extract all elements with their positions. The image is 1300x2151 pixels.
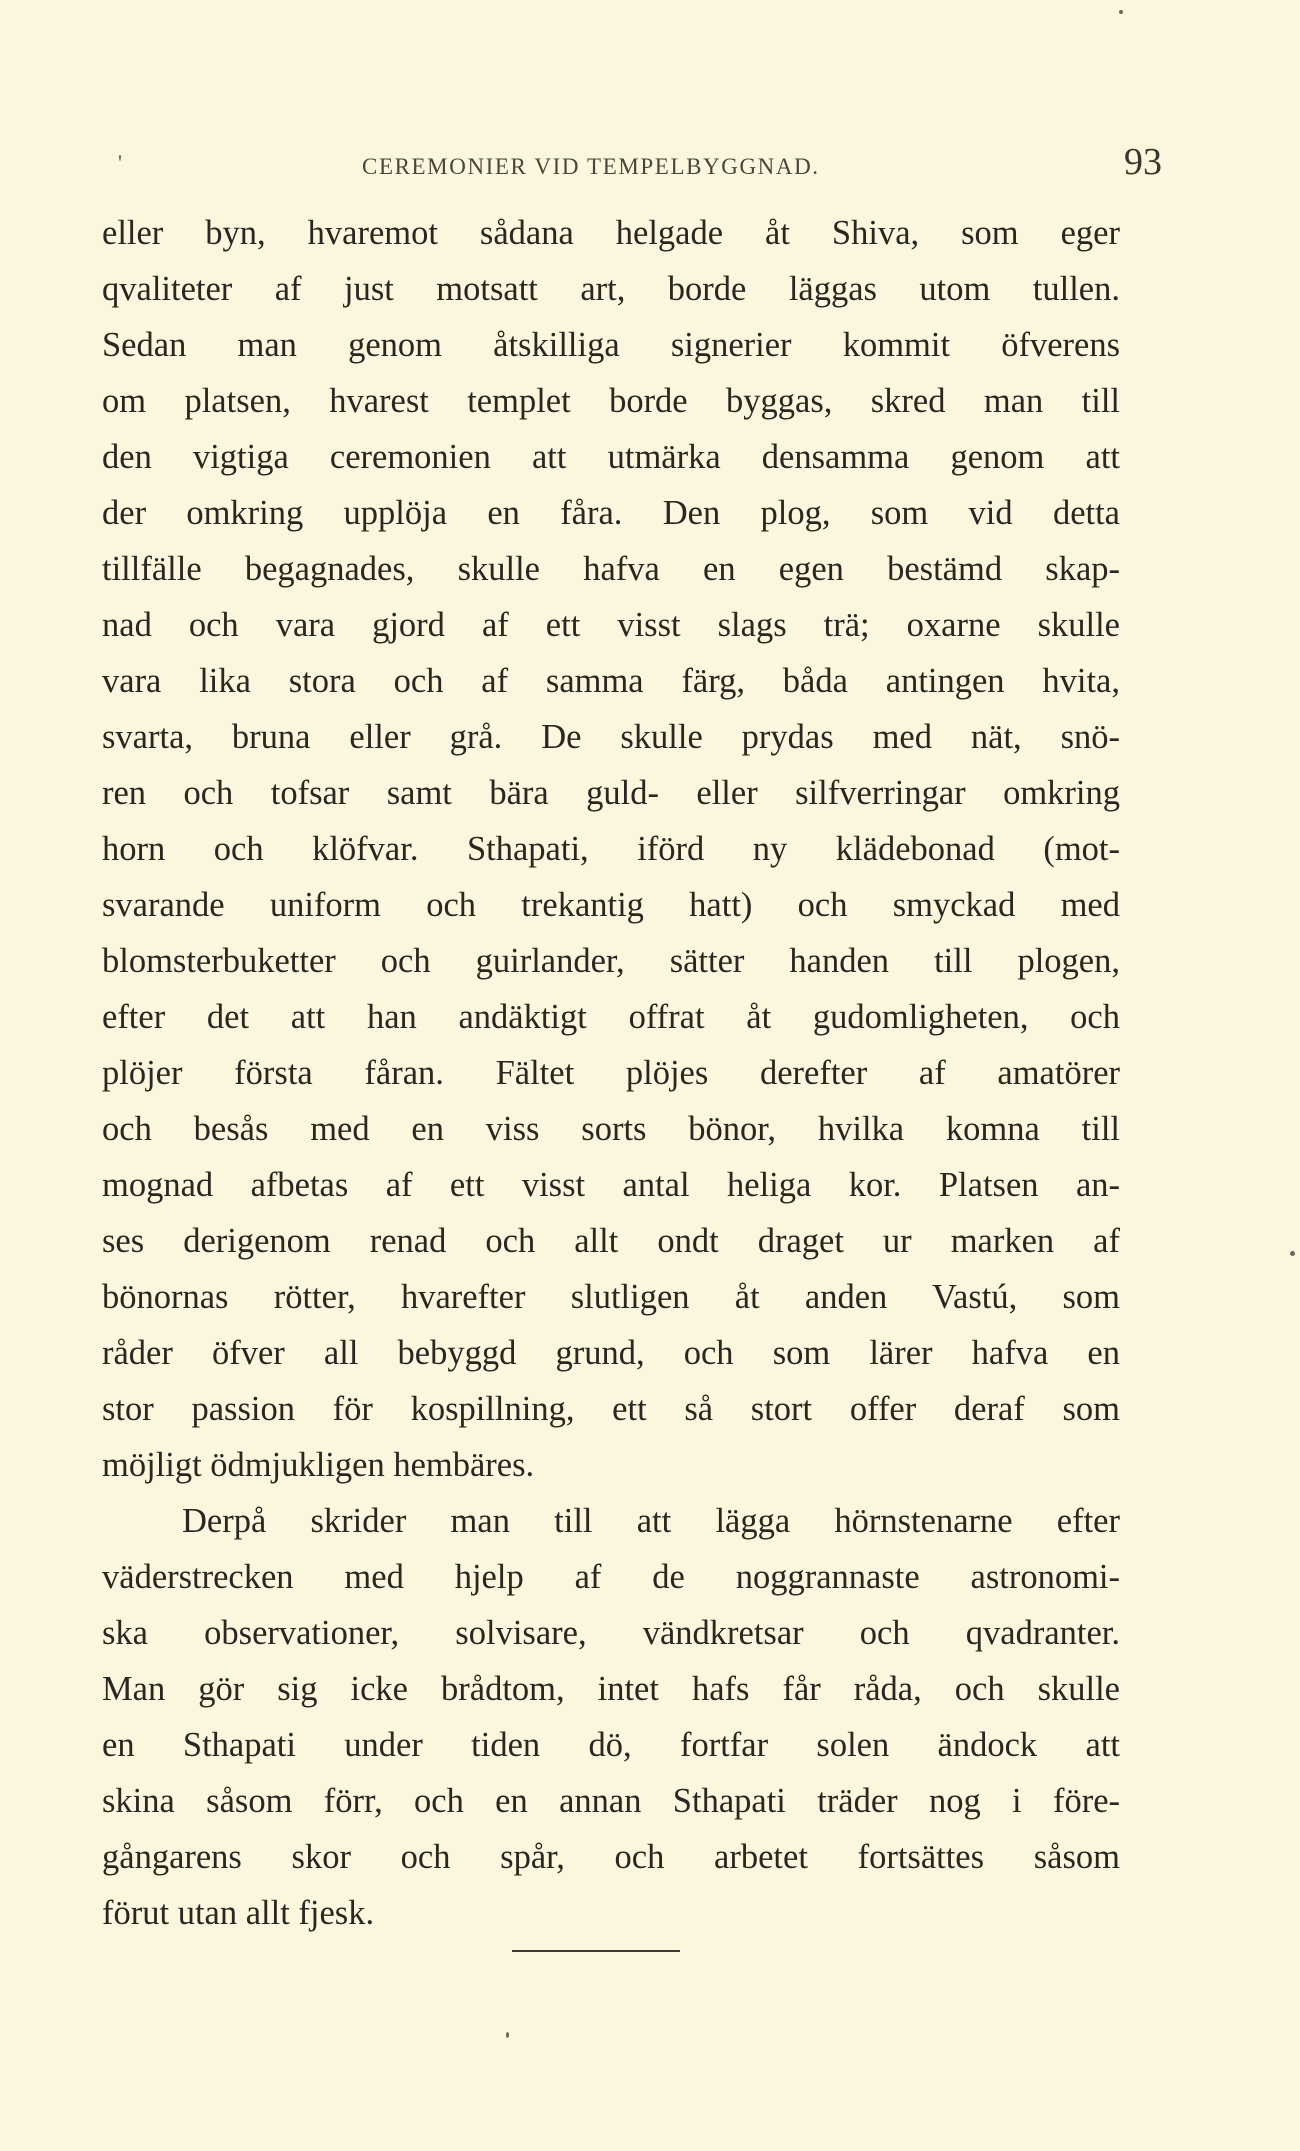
text-line: blomsterbuketter och guirlander, sätter handen till plogen, (102, 942, 1120, 980)
text-line: gångarens skor och spår, och arbetet fortsättes såsom (102, 1838, 1120, 1876)
page-header (100, 140, 1162, 190)
text-line: der omkring upplöja en fåra. Den plog, som vid detta (102, 494, 1120, 532)
page-number: 93 (1124, 141, 1162, 183)
text-line: vara lika stora och af samma färg, båda antingen hvita, (102, 662, 1120, 700)
text-line: ren och tofsar samt bära guld- eller silfverringar omkring (102, 774, 1120, 812)
text-line: efter det att han andäktigt offrat åt gudomligheten, och (102, 998, 1120, 1036)
text-line: Derpå skrider man till att lägga hörnstenarne efter (182, 1502, 1120, 1540)
text-line: svarande uniform och trekantig hatt) och smyckad med (102, 886, 1120, 924)
text-line: bönornas rötter, hvarefter slutligen åt anden Vastú, som (102, 1278, 1120, 1316)
text-line: ses derigenom renad och allt ondt draget ur marken af (102, 1222, 1120, 1260)
text-line: en Sthapati under tiden dö, fortfar solen ändock att (102, 1726, 1120, 1764)
text-line: råder öfver all bebyggd grund, och som lärer hafva en (102, 1334, 1120, 1372)
scan-speck (1119, 10, 1123, 14)
section-rule (512, 1950, 680, 1952)
text-line: ska observationer, solvisare, vändkretsar och qvadranter. (102, 1614, 1120, 1652)
text-line: svarta, bruna eller grå. De skulle prydas med nät, snö- (102, 718, 1120, 756)
text-line: plöjer första fåran. Fältet plöjes derefter af amatörer (102, 1054, 1120, 1092)
text-line: om platsen, hvarest templet borde byggas, skred man till (102, 382, 1120, 420)
body-text (102, 205, 1120, 1941)
running-title: CEREMONIER VID TEMPELBYGGNAD. (362, 154, 820, 179)
text-line: skina såsom förr, och en annan Sthapati träder nog i före- (102, 1782, 1120, 1820)
text-line: eller byn, hvaremot sådana helgade åt Shiva, som eger (102, 214, 1120, 252)
text-line: den vigtiga ceremonien att utmärka densamma genom att (102, 438, 1120, 476)
text-line: nad och vara gjord af ett visst slags trä; oxarne skulle (102, 606, 1120, 644)
text-line: horn och klöfvar. Sthapati, iförd ny klädebonad (mot- (102, 830, 1120, 868)
header-mark: ' (118, 150, 122, 175)
scan-speck (1290, 1251, 1295, 1256)
text-line: tillfälle begagnades, skulle hafva en egen bestämd skap- (102, 550, 1120, 588)
text-line: mognad afbetas af ett visst antal heliga kor. Platsen an- (102, 1166, 1120, 1204)
text-line: qvaliteter af just motsatt art, borde läggas utom tullen. (102, 270, 1120, 308)
text-line: förut utan allt fjesk. (102, 1894, 375, 1932)
scan-speck (506, 2032, 509, 2038)
text-line: stor passion för kospillning, ett så stort offer deraf som (102, 1390, 1120, 1428)
text-line: väderstrecken med hjelp af de noggrannaste astronomi- (102, 1558, 1120, 1596)
text-line: och besås med en viss sorts bönor, hvilka komna till (102, 1110, 1120, 1148)
text-line: Sedan man genom åtskilliga signerier kommit öfverens (102, 326, 1120, 364)
text-line: Man gör sig icke brådtom, intet hafs får råda, och skulle (102, 1670, 1120, 1708)
text-line: möjligt ödmjukligen hembäres. (102, 1446, 535, 1484)
